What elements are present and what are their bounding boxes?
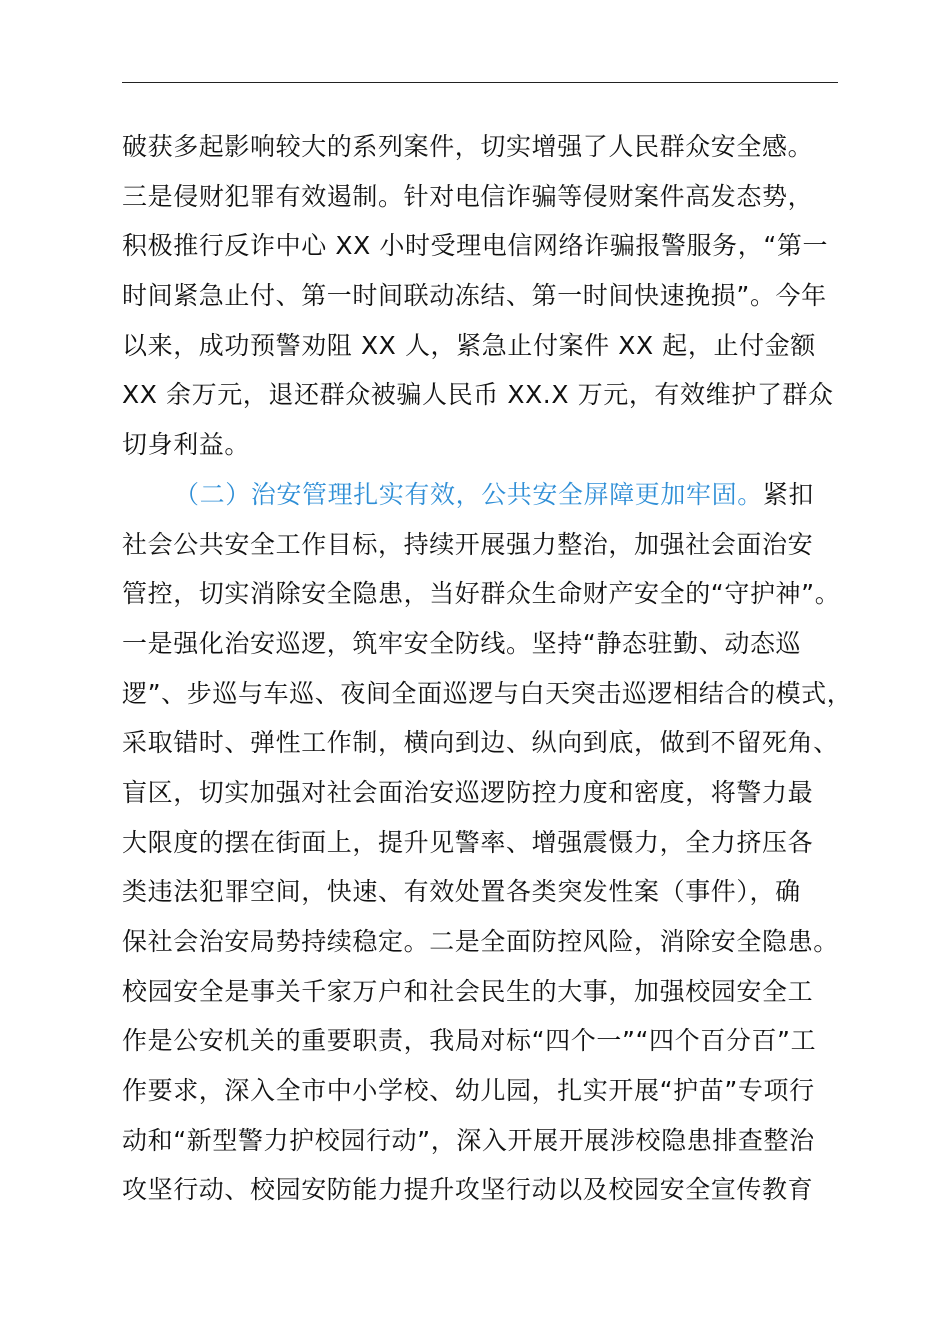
text-line-7: 切身利益。 bbox=[122, 430, 251, 460]
text-line-5: 以来，成功预警劝阻 XX 人，紧急止付案件 XX 起，止付金额 bbox=[122, 330, 816, 360]
section-line-8: 类违法犯罪空间，快速、有效处置各类突发性案（事件），确 bbox=[122, 877, 801, 907]
section-lead-tail: 紧扣 bbox=[762, 479, 815, 509]
section-heading: （二）治安管理扎实有效，公共安全屏障更加牢固。 bbox=[174, 479, 763, 509]
section-line-3: 一是强化治安巡逻，筑牢安全防线。坚持“静态驻勤、动态巡 bbox=[122, 628, 802, 658]
section-line-12: 作要求，深入全市中小学校、幼儿园，扎实开展“护苗”专项行 bbox=[122, 1076, 815, 1106]
section-line-9: 保社会治安局势持续稳定。二是全面防控风险，消除安全隐患。 bbox=[122, 927, 839, 956]
section-line-2: 管控，切实消除安全隐患，当好群众生命财产安全的“守护神”。 bbox=[122, 579, 841, 609]
section-line-11: 作是公安机关的重要职责，我局对标“四个一”“四个百分百”工 bbox=[122, 1026, 817, 1056]
section-heading-line bbox=[122, 470, 862, 520]
text-line-3: 积极推行反诈中心 XX 小时受理电信网络诈骗报警服务，“第一 bbox=[122, 231, 829, 261]
text-line-2: 三是侵财犯罪有效遏制。针对电信诈骗等侵财案件高发态势， bbox=[122, 181, 814, 211]
section-line-1: 社会公共安全工作目标，持续开展强力整治，加强社会面治安 bbox=[122, 529, 814, 559]
text-line-6: XX 余万元，退还群众被骗人民币 XX.X 万元，有效维护了群众 bbox=[122, 380, 834, 410]
text-line-1: 破获多起影响较大的系列案件，切实增强了人民群众安全感。 bbox=[122, 132, 814, 161]
section-line-5: 采取错时、弹性工作制，横向到边、纵向到底，做到不留死角、 bbox=[122, 728, 839, 758]
section-line-10: 校园安全是事关千家万户和社会民生的大事，加强校园安全工 bbox=[122, 976, 814, 1006]
section-line-13: 动和“新型警力护校园行动”，深入开展开展涉校隐患排查整治 bbox=[122, 1125, 815, 1155]
section-line-4: 逻”、步巡与车巡、夜间全面巡逻与白天突击巡逻相结合的模式， bbox=[122, 678, 853, 708]
document-body bbox=[122, 122, 862, 1215]
section-line-14: 攻坚行动、校园安防能力提升攻坚行动以及校园安全宣传教育 bbox=[122, 1175, 814, 1205]
section-line-7: 大限度的摆在街面上，提升见警率、增强震慑力，全力挤压各 bbox=[122, 827, 814, 857]
header-rule bbox=[122, 82, 838, 83]
text-line-4: 时间紧急止付、第一时间联动冻结、第一时间快速挽损”。今年 bbox=[122, 281, 827, 311]
section-line-6: 盲区，切实加强对社会面治安巡逻防控力度和密度，将警力最 bbox=[122, 777, 814, 807]
